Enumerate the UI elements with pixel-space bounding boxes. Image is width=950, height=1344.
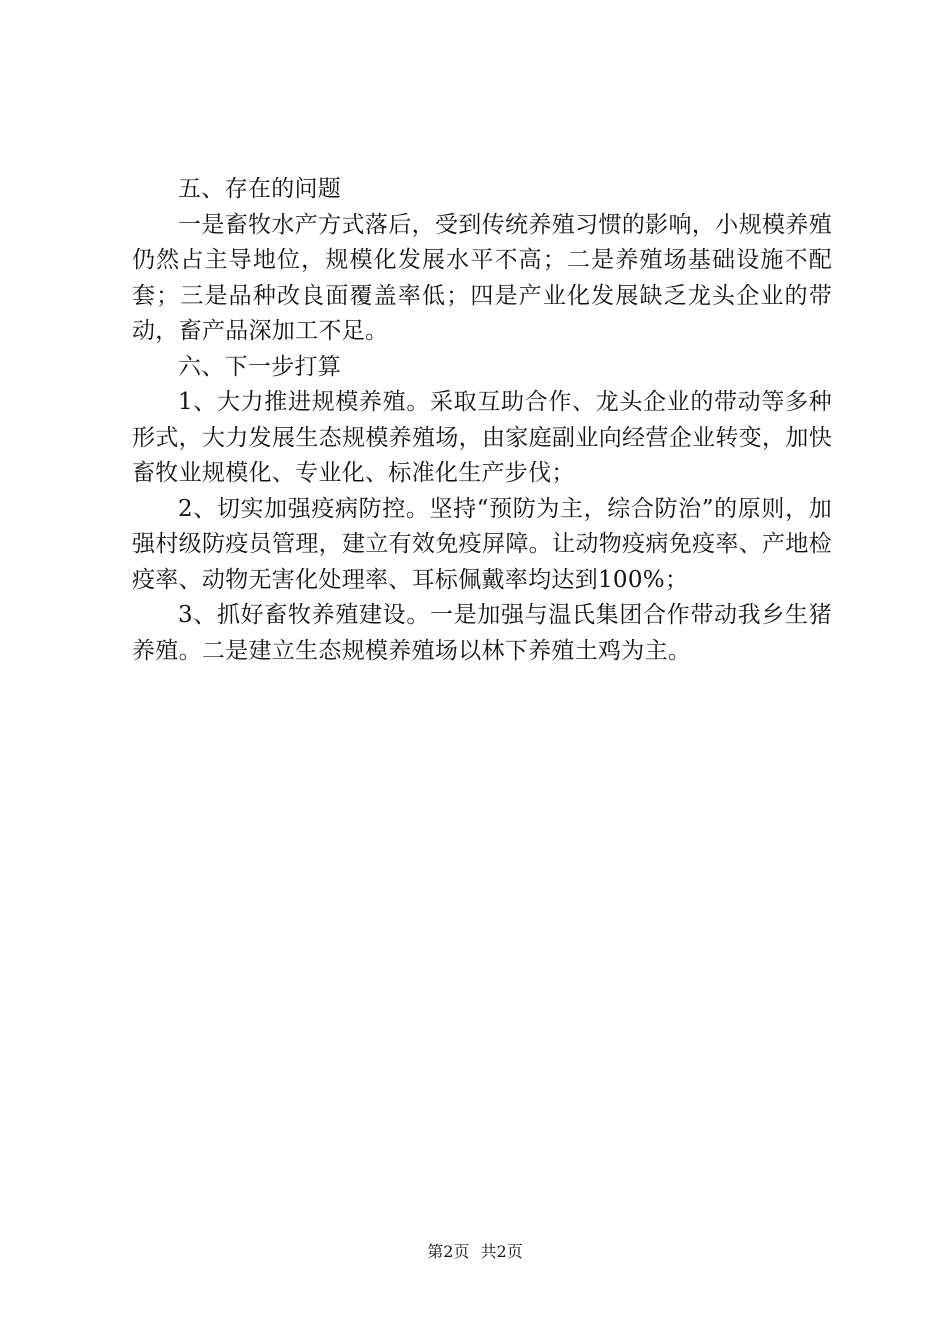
paragraph-step-1: 1、大力推进规模养殖。采取互助合作、龙头企业的带动等多种形式，大力发展生态规模养殖场，由家庭副业向经营企业转变，加快畜牧业规模化、专业化、标准化生产步伐； [132, 389, 832, 486]
page-number-current: 第2页 [427, 1242, 470, 1261]
paragraph-step-3: 3、抓好畜牧养殖建设。一是加强与温氏集团合作带动我乡生猪养殖。二是建立生态规模养殖场以林下养殖土鸡为主。 [132, 602, 832, 664]
document-body [132, 172, 832, 669]
section-heading-next-steps: 六、下一步打算 [178, 353, 342, 380]
page-number-total: 共2页 [480, 1242, 523, 1261]
page-footer [0, 1240, 950, 1264]
paragraph-problems: 一是畜牧水产方式落后，受到传统养殖习惯的影响，小规模养殖仍然占主导地位，规模化发展水平不高；二是养殖场基础设施不配套；三是品种改良面覆盖率低；四是产业化发展缺乏龙头企业的带动，畜产品深加工不足。 [132, 211, 832, 344]
section-heading-problems: 五、存在的问题 [178, 176, 342, 202]
paragraph-step-2: 2、切实加强疫病防控。坚持“预防为主，综合防治”的原则，加强村级防疫员管理，建立有效免疫屏障。让动物疫病免疫率、产地检疫率、动物无害化处理率、耳标佩戴率均达到100%； [132, 495, 832, 593]
